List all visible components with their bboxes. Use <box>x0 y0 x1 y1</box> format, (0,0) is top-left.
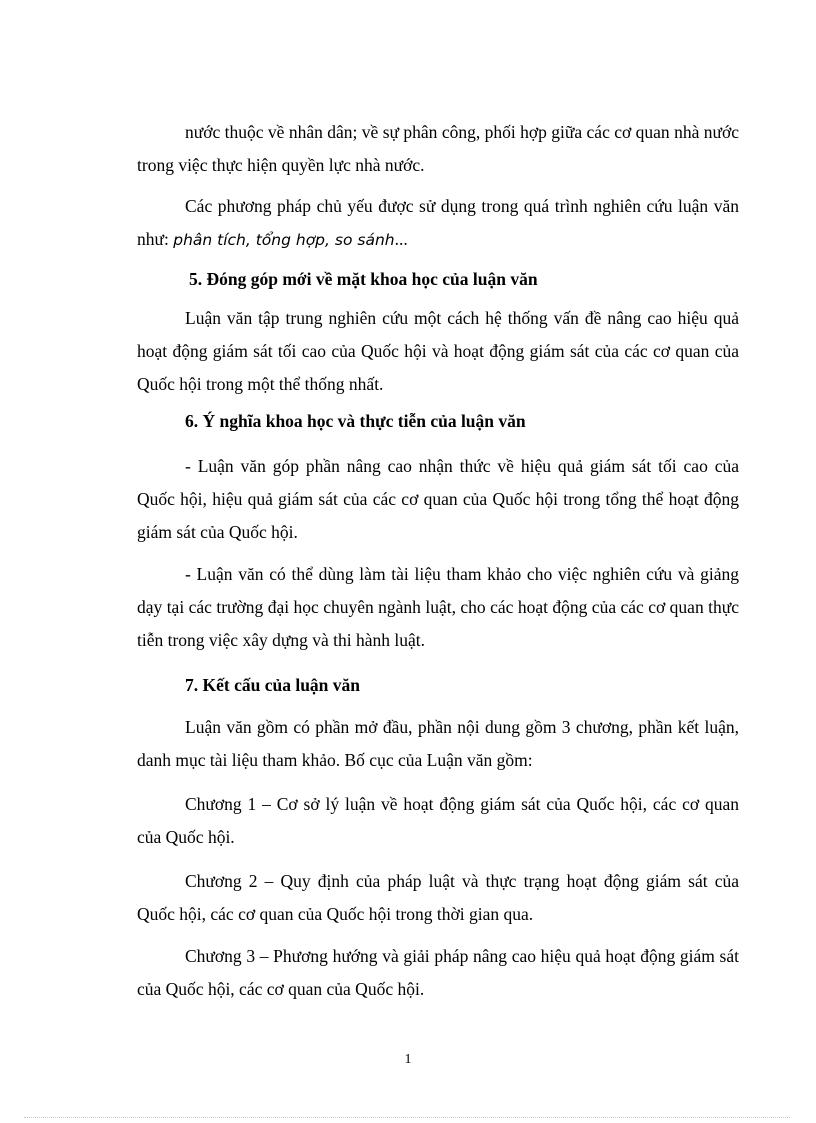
section-5-heading: 5. Đóng góp mới về mặt khoa học của luận văn <box>189 269 538 289</box>
footer-divider <box>24 1117 790 1118</box>
methods-ellipsis: ... <box>394 229 408 249</box>
methods-text: Các phương pháp chủ yếu được sử dụng trong quá trình nghiên cứu luận văn như: <box>137 196 739 249</box>
section-5-paragraph: Luận văn tập trung nghiên cứu một cách hệ thống vấn đề nâng cao hiệu quả hoạt động giám sát tối cao của Quốc hội và hoạt động giám sát của các cơ quan của Quốc hội trong một thể thống nhất. <box>137 308 739 394</box>
section-7-paragraph: Luận văn gồm có phần mở đầu, phần nội dung gồm 3 chương, phần kết luận, danh mục tài liệu tham khảo. Bố cục của Luận văn gồm: <box>137 717 739 770</box>
methods-paragraph <box>137 190 739 257</box>
chapter-3-description: Chương 3 – Phương hướng và giải pháp nâng cao hiệu quả hoạt động giám sát của Quốc hội, các cơ quan của Quốc hội. <box>137 946 739 999</box>
intro-paragraph: nước thuộc về nhân dân; về sự phân công, phối hợp giữa các cơ quan nhà nước trong việc thực hiện quyền lực nhà nước. <box>137 122 739 175</box>
section-6-item-1: - Luận văn góp phần nâng cao nhận thức về hiệu quả giám sát tối cao của Quốc hội, hiệu quả giám sát của các cơ quan của Quốc hội trong tổng thể hoạt động giám sát của Quốc hội. <box>137 456 739 542</box>
section-6-heading: 6. Ý nghĩa khoa học và thực tiễn của luận văn <box>185 411 526 431</box>
chapter-1-description: Chương 1 – Cơ sở lý luận về hoạt động giám sát của Quốc hội, các cơ quan của Quốc hội. <box>137 794 739 847</box>
chapter-2-description: Chương 2 – Quy định của pháp luật và thực trạng hoạt động giám sát của Quốc hội, các cơ quan của Quốc hội trong thời gian qua. <box>137 871 739 924</box>
section-7-heading: 7. Kết cấu của luận văn <box>185 675 361 695</box>
page-number: 1 <box>404 1052 412 1067</box>
section-6-item-2: - Luận văn có thể dùng làm tài liệu tham khảo cho việc nghiên cứu và giảng dạy tại các trường đại học chuyên ngành luật, cho các hoạt động của các cơ quan thực tiễn trong việc xây dựng và thi hành luật. <box>137 564 739 650</box>
methods-italic-text: phân tích, tổng hợp, so sánh <box>173 231 395 249</box>
